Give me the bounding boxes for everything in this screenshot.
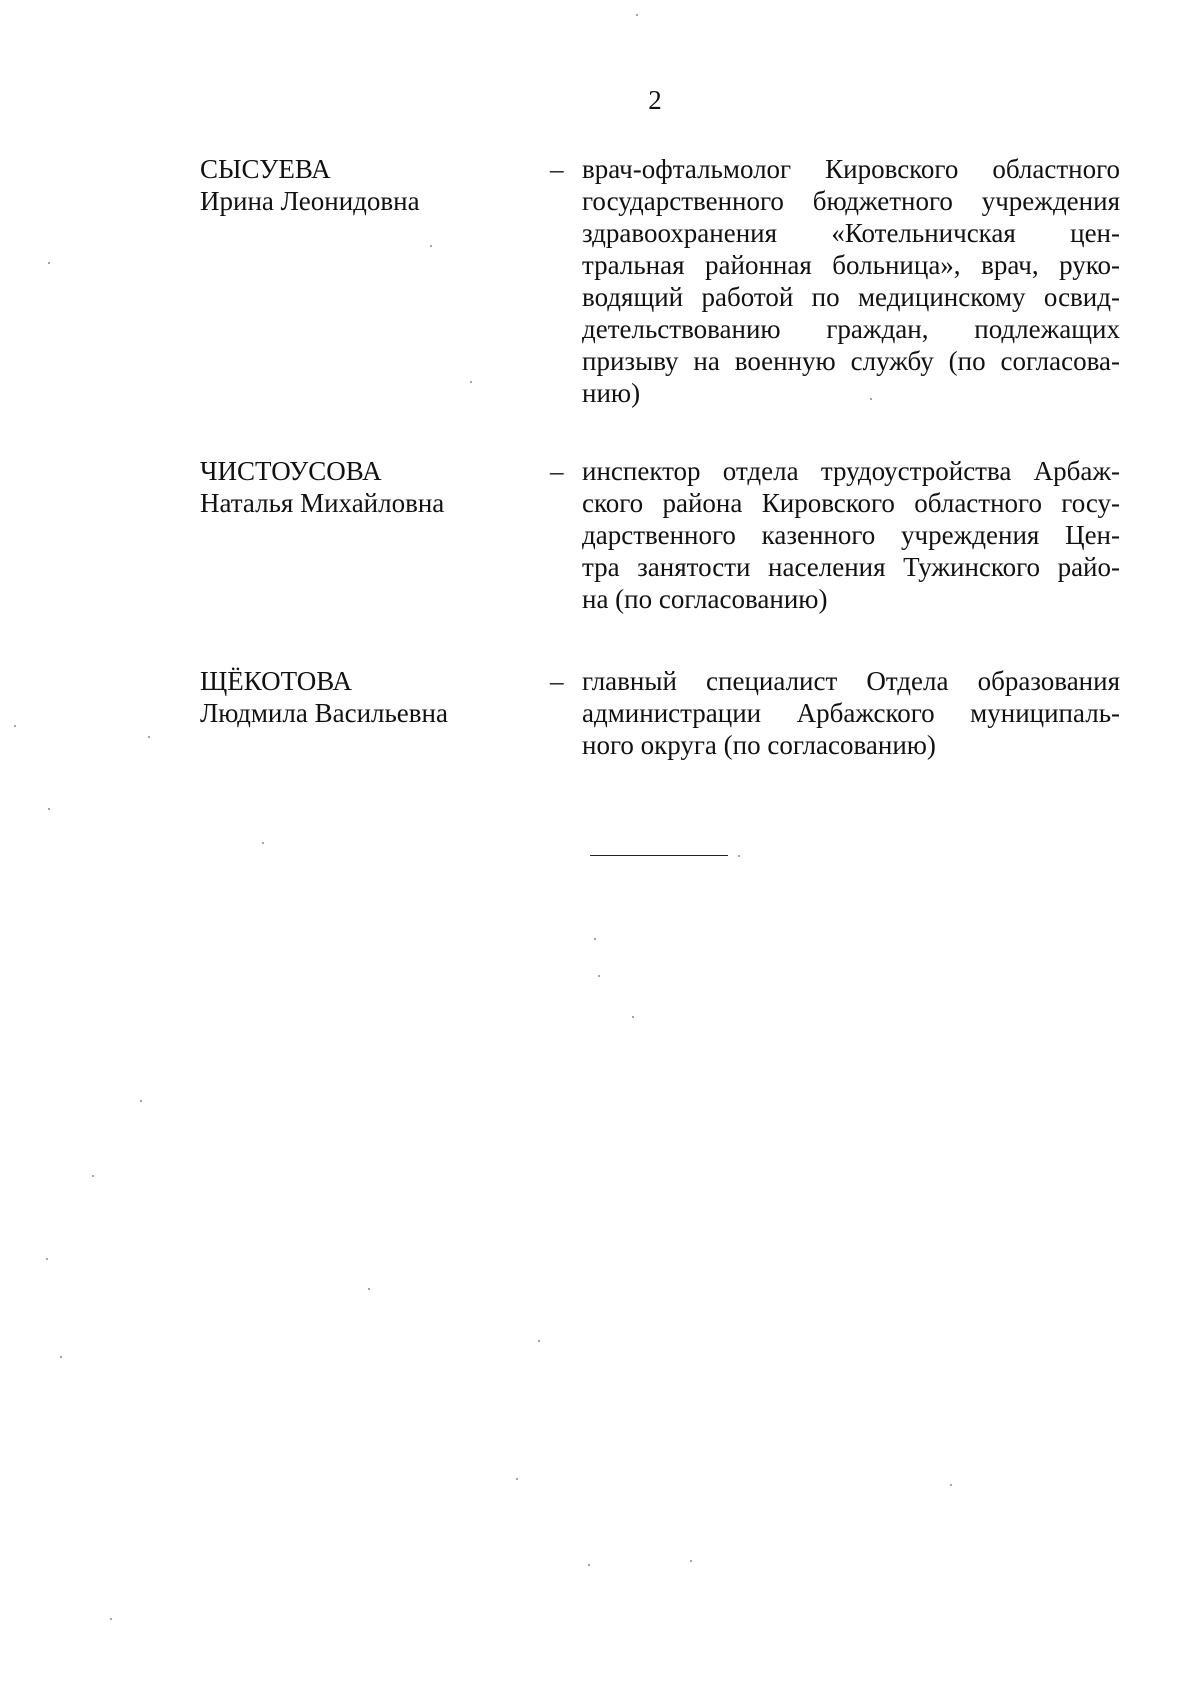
entry-dash: – [550, 154, 564, 184]
member-name-block [200, 665, 500, 729]
member-position [582, 665, 1120, 761]
position-line: главный специалист Отдела образования [582, 666, 1120, 696]
member-surname: СЫСУЕВА [200, 154, 331, 184]
entry-dash: – [550, 456, 564, 486]
position-line: водящий работой по медицинскому освид- [582, 282, 1120, 312]
position-line: нию) [582, 378, 641, 408]
position-line: ского района Кировского областного госу- [582, 488, 1120, 518]
position-line: администрации Арбажского муниципаль- [582, 698, 1120, 728]
position-line: на (по согласованию) [582, 584, 828, 614]
position-line: врач-офтальмолог Кировского областного [582, 154, 1120, 184]
end-of-list-rule [590, 855, 728, 856]
position-line: детельствованию граждан, подлежащих [582, 314, 1120, 344]
position-line: ного округа (по согласованию) [582, 730, 936, 760]
position-line: призыву на военную службу (по согласова- [582, 346, 1120, 376]
position-line: здравоохранения «Котельничская цен- [582, 218, 1120, 248]
member-given-names: Наталья Михайловна [200, 488, 445, 518]
member-given-names: Людмила Васильевна [200, 698, 448, 728]
member-surname: ЧИСТОУСОВА [200, 456, 382, 486]
member-name-block [200, 153, 500, 217]
member-position [582, 153, 1120, 409]
member-name-block [200, 455, 500, 519]
position-line: дарственного казенного учреждения Цен- [582, 520, 1120, 550]
position-line: инспектор отдела трудоустройства Арбаж- [582, 456, 1120, 486]
member-surname: ЩЁКОТОВА [200, 666, 353, 696]
page-number: 2 [648, 85, 662, 115]
entry-dash: – [550, 666, 564, 696]
member-given-names: Ирина Леонидовна [200, 186, 420, 216]
member-position [582, 455, 1120, 615]
position-line: тральная районная больница», врач, руко- [582, 250, 1120, 280]
position-line: тра занятости населения Тужинского райо- [582, 552, 1120, 582]
position-line: государственного бюджетного учреждения [582, 186, 1120, 216]
